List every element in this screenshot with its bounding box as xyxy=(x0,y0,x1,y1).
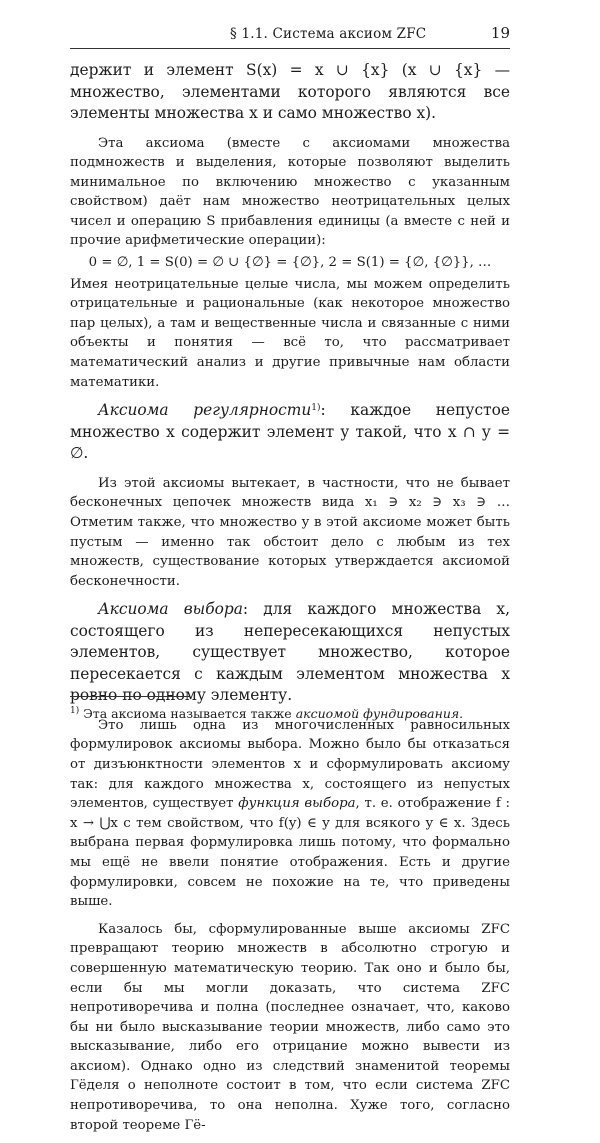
choice-function-term: функция выбора xyxy=(238,796,356,812)
axiom-regularity-text: : каждое непустое множество x содержит элемент y такой, что x ∩ y = ∅. xyxy=(70,401,510,463)
footnote-divider xyxy=(70,696,190,697)
paragraph-regularity-comment: Из этой аксиомы вытекает, в частности, что не бывает бесконечных цепочек множеств вида x₁ ∋ x₂ ∋ x₃ ∋ … Отметим также, что множество y в этой аксиоме может быть пустым — именно так обстоит дело с любым из тех множеств, существование которых утверждается аксиомой бесконечности. xyxy=(70,475,510,589)
footnote-mark: 1) xyxy=(70,706,80,716)
section-title: § 1.1. Система аксиом ZFC xyxy=(230,26,427,42)
choice-comment-b: , т. е. отображение f : x → ⋃x с тем свойством, что f(y) ∈ y для всякого y ∈ x. Здесь выбрана первая формулировка лишь потому, что формально мы ещё не ввели понятие отображения. Есть и другие формулировки, совсем не похожие на те, что приведены выше. xyxy=(70,796,510,910)
paragraph-infinity-comment: Эта аксиома (вместе с аксиомами множества подмножеств и выделения, которые позволяют выделить минимальное по включению множество с указанным свойством) даёт нам множество неотрицательных целых чисел и операцию S прибавления единицы (а вместе с ней и прочие арифметические операции): xyxy=(70,135,510,249)
paragraph-godel: Казалось бы, сформулированные выше аксиомы ZFC превращают теорию множеств в абсолютно строгую и совершенную математическую теорию. Так оно и было бы, если бы мы могли доказать, что система ZFC непротиворечива и полна (последнее означает, что, каково бы ни было высказывание теории множеств, либо само это высказывание, либо его отрицание можно вывести из аксиом). Однако одно из следствий знаменитой теоремы Гёделя о неполноте состоит в том, что если система ZFC непротиворечива, то она неполна. Хуже того, согласно второй теореме Гё- xyxy=(70,921,510,1133)
paragraph-axiom-choice xyxy=(70,599,510,707)
paragraph-choice-comment xyxy=(70,716,510,912)
formula-naturals: 0 = ∅, 1 = S(0) = ∅ ∪ {∅} = {∅}, 2 = S(1) = {∅, {∅}}, … xyxy=(88,255,492,271)
footnote-text-a: Эта аксиома называется также xyxy=(83,706,296,721)
axiom-choice-title: Аксиома выбора xyxy=(98,600,243,619)
footnote xyxy=(70,706,510,721)
paragraph-continuation: держит и элемент S(x) = x ∪ {x} (x ∪ {x} — множество, элементами которого являются все элементы множества x и само множество x). xyxy=(70,61,510,122)
paragraph-numbers: Имея неотрицательные целые числа, мы можем определить отрицательные и рациональные (как некоторое множество пар целых), а там и вещественные числа и связанные с ними объекты и понятия — всё то, что рассматривает математический анализ и другие привычные нам области математики. xyxy=(70,276,510,390)
choice-comment-a: Это лишь одна из многочисленных равносильных формулировок аксиомы выбора. Можно было бы отказаться от дизъюнктности элементов x и сформулировать аксиому так: для каждого множества x, состоящего из непустых элементов, существует xyxy=(70,717,510,812)
paragraph-axiom-regularity xyxy=(70,400,510,465)
footnote-ref: 1) xyxy=(311,403,321,414)
running-header xyxy=(70,22,510,49)
page-body xyxy=(70,60,510,1143)
axiom-regularity-title: Аксиома регулярности xyxy=(98,401,312,420)
axiom-choice-text: : для каждого множества x, состоящего из непересекающихся непустых элементов, существует множество, которое пересекается с каждым элементом множества x ровно по одному элементу. xyxy=(70,600,510,705)
footnote-text-b: . xyxy=(459,706,464,721)
footnote-term: аксиомой фундирования xyxy=(295,706,460,721)
page-number: 19 xyxy=(490,24,510,42)
